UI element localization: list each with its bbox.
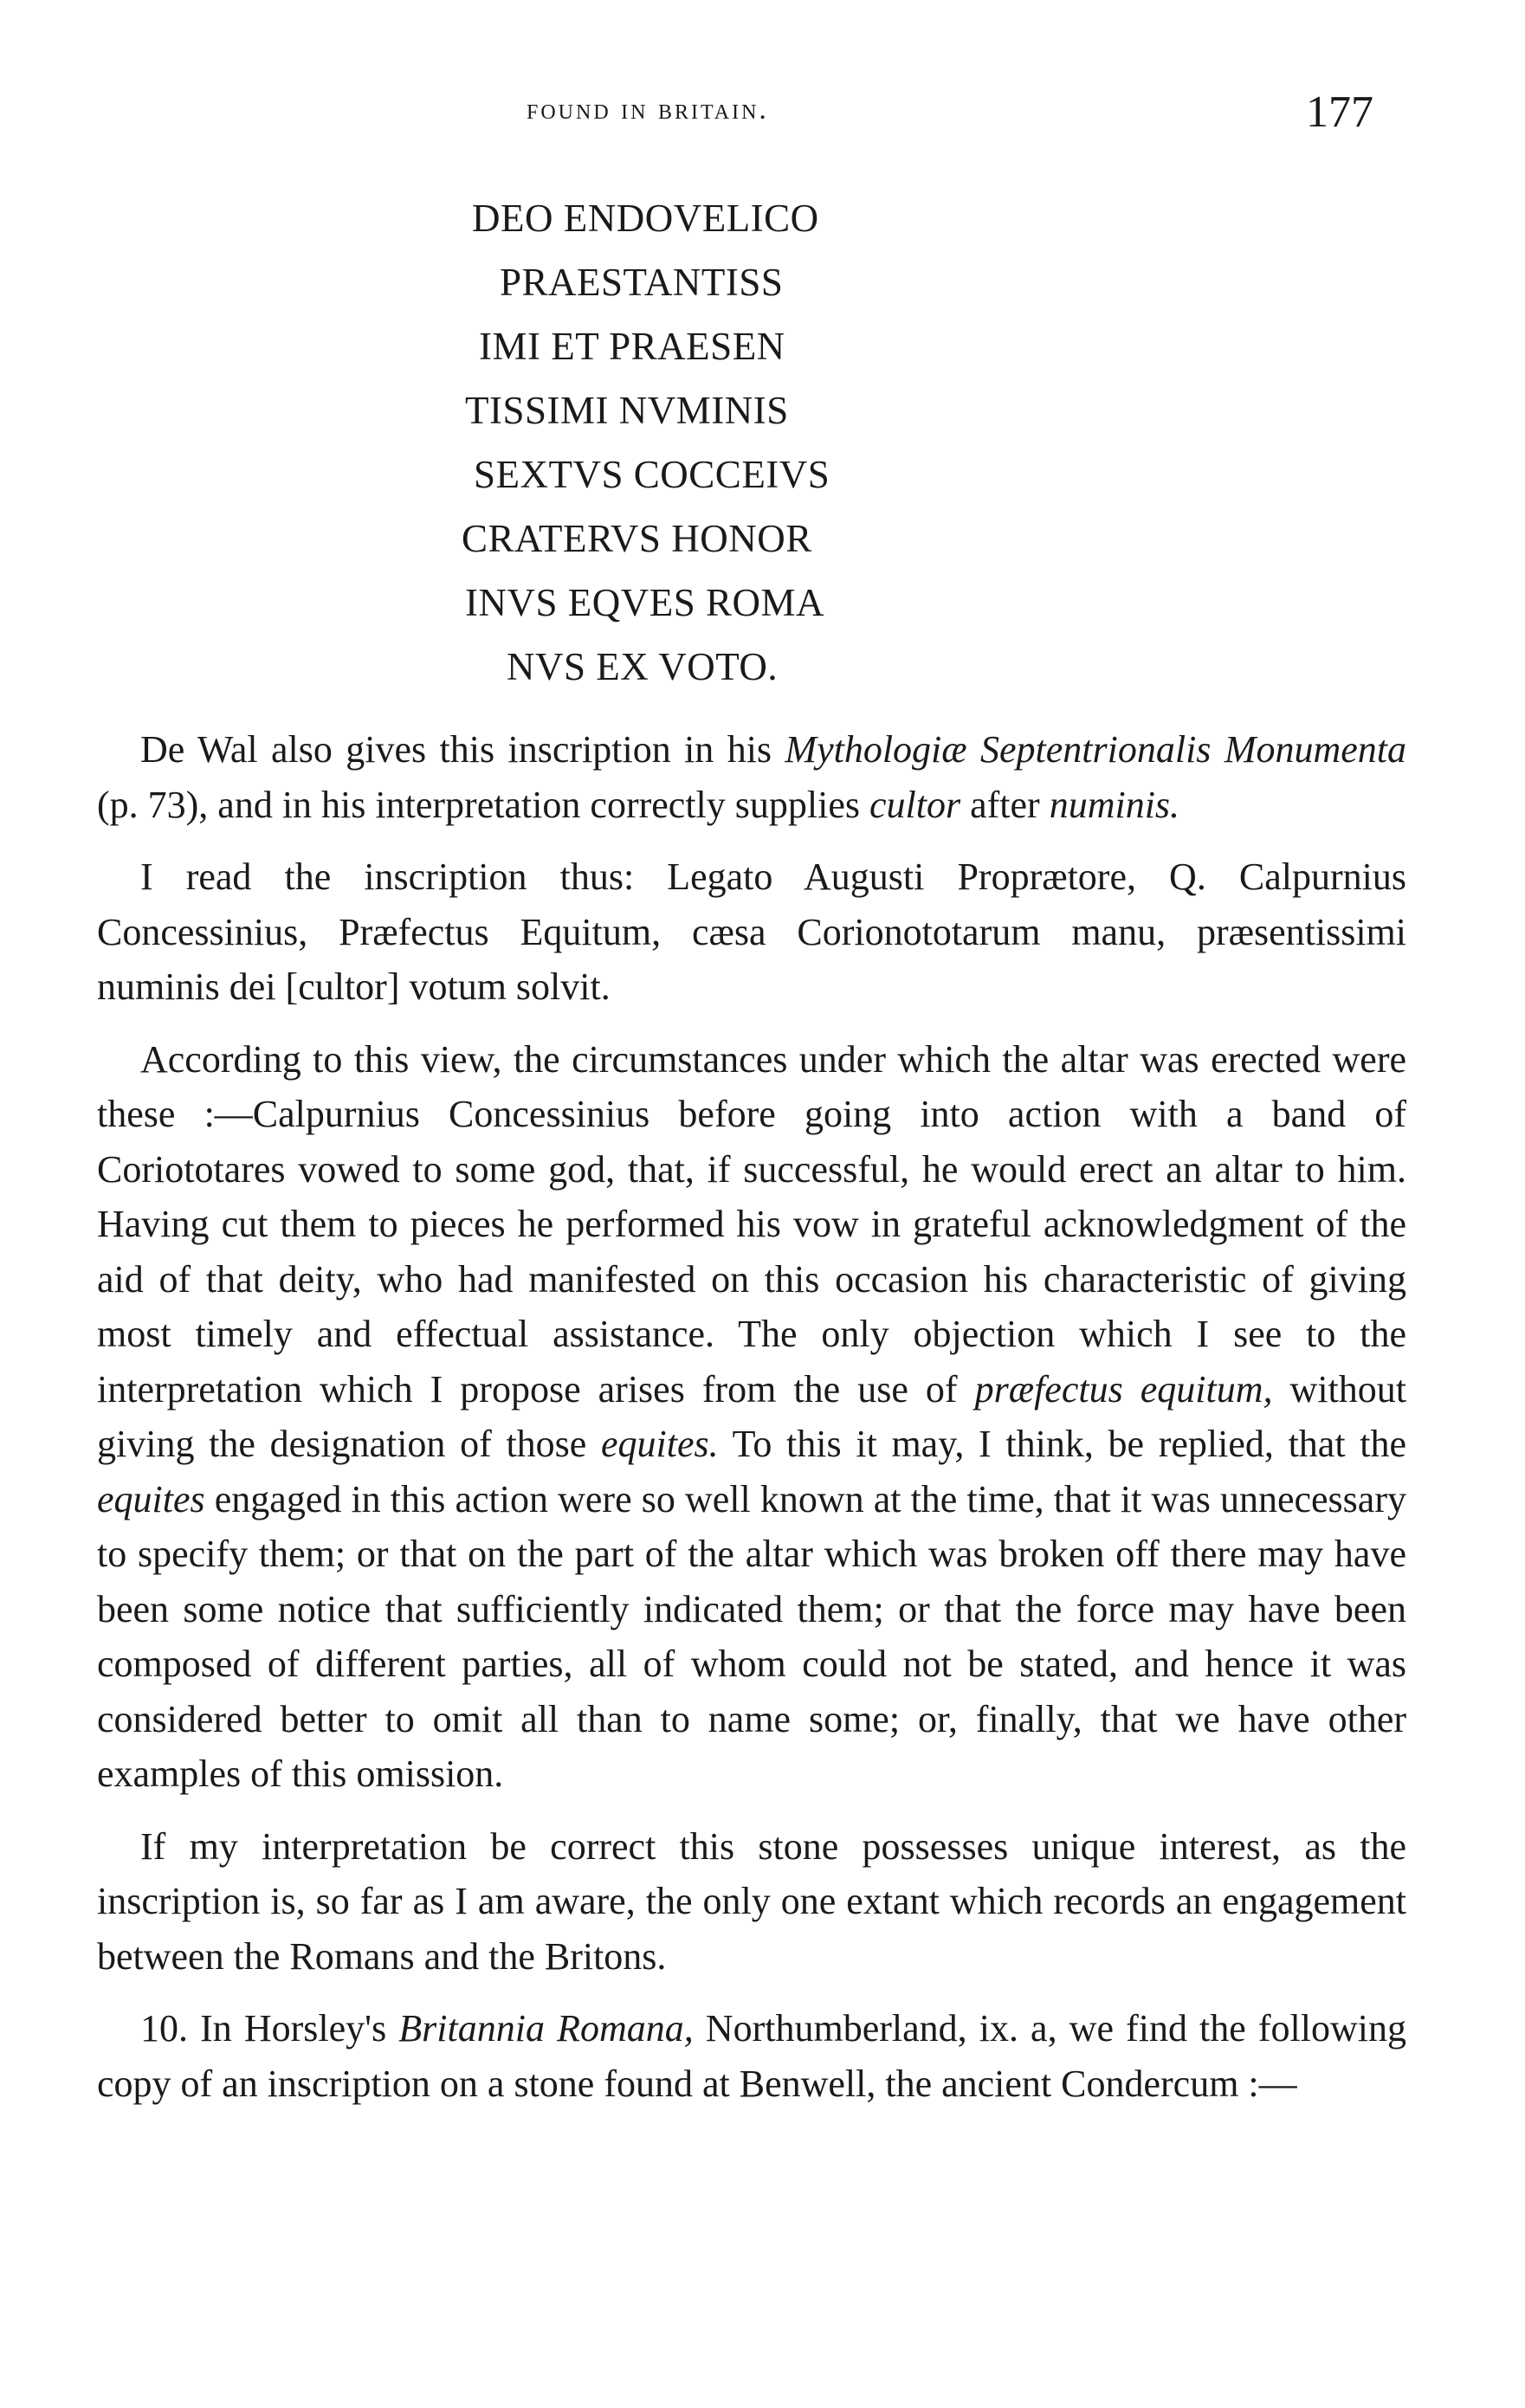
italic-word: numinis.: [1049, 783, 1180, 826]
inscription-line: IMI ET PRAESEN: [479, 325, 785, 368]
italic-phrase: præfectus equitum,: [974, 1367, 1273, 1411]
inscription-line: NVS EX VOTO.: [507, 645, 779, 688]
inscription-line: TISSIMI NVMINIS: [465, 389, 789, 432]
inscription-block: [0, 186, 1351, 699]
italic-word: equites: [97, 1477, 205, 1520]
paragraph-conclusion: If my interpretation be correct this stone possesses unique interest, as the inscription is, so far as I am aware, the only one extant which records an engagement between the Romans and the Britons.: [97, 1824, 1406, 1978]
running-head: [0, 87, 1525, 145]
italic-title: Mythologiæ Septentrionalis Monumenta: [785, 728, 1406, 771]
text-run: De Wal also gives this inscription in his: [140, 728, 785, 771]
text-run: According to this view, the circumstances under which the altar was erected were these :—Calpurnius Concessinius before going into action with a band of Coriototares vowed to some god, that, if successful, he would erect an altar to him. Having cut them to pieces he performed his vow in grateful acknowledgment of the aid of that deity, who had manifested on this occasion his characteristic of giving most timely and effectual assistance. The only objection which I see to the interpretation which I propose arises from the use of: [97, 1037, 1406, 1411]
inscription-line: CRATERVS HONOR: [462, 517, 812, 560]
page-number: 177: [1306, 87, 1373, 137]
paragraph-de-wal: [97, 722, 1406, 832]
inscription-line: INVS EQVES ROMA: [465, 581, 825, 624]
text-run: To this it may, I think, be replied, that the: [718, 1423, 1406, 1465]
text-run: (p. 73), and in his interpretation correctly supplies: [97, 783, 869, 826]
italic-word: equites.: [601, 1423, 719, 1465]
inscription-line: PRAESTANTISS: [500, 261, 784, 304]
running-title: found in britain.: [527, 94, 769, 126]
italic-word: cultor: [869, 783, 961, 826]
body-text: [97, 722, 1406, 2128]
text-run: after: [960, 783, 1050, 826]
text-run: Northumberland, ix. a, we find the following copy of an inscription on a stone found at Benwell, the ancient Condercum :—: [97, 2007, 1406, 2105]
inscription-line: DEO ENDOVELICO: [472, 197, 819, 240]
inscription-line: SEXTVS COCCEIVS: [474, 453, 830, 496]
paragraph-interpretation: [97, 1032, 1406, 1802]
text-run: without giving the designation of those: [97, 1367, 1407, 1465]
text-run: 10. In Horsley's: [140, 2007, 399, 2050]
italic-title: Britannia Romana,: [398, 2007, 694, 2050]
text-run: engaged in this action were so well known at the time, that it was unnecessary to specify them; or that on the part of the altar which was broken off there may have been some notice that sufficiently indicated them; or that the force may have been composed of different parties, all of whom could not be stated, and hence it was considered better to omit all than to name some; or, finally, that we have other examples of this omission.: [97, 1477, 1406, 1795]
paragraph-reading: I read the inscription thus: Legato Augusti Proprætore, Q. Calpurnius Concessinius, Præfectus Equitum, cæsa Corionototarum manu, præsentissimi numinis dei [cultor] votum solvit.: [97, 855, 1406, 1008]
paragraph-horsley: [97, 2001, 1406, 2111]
